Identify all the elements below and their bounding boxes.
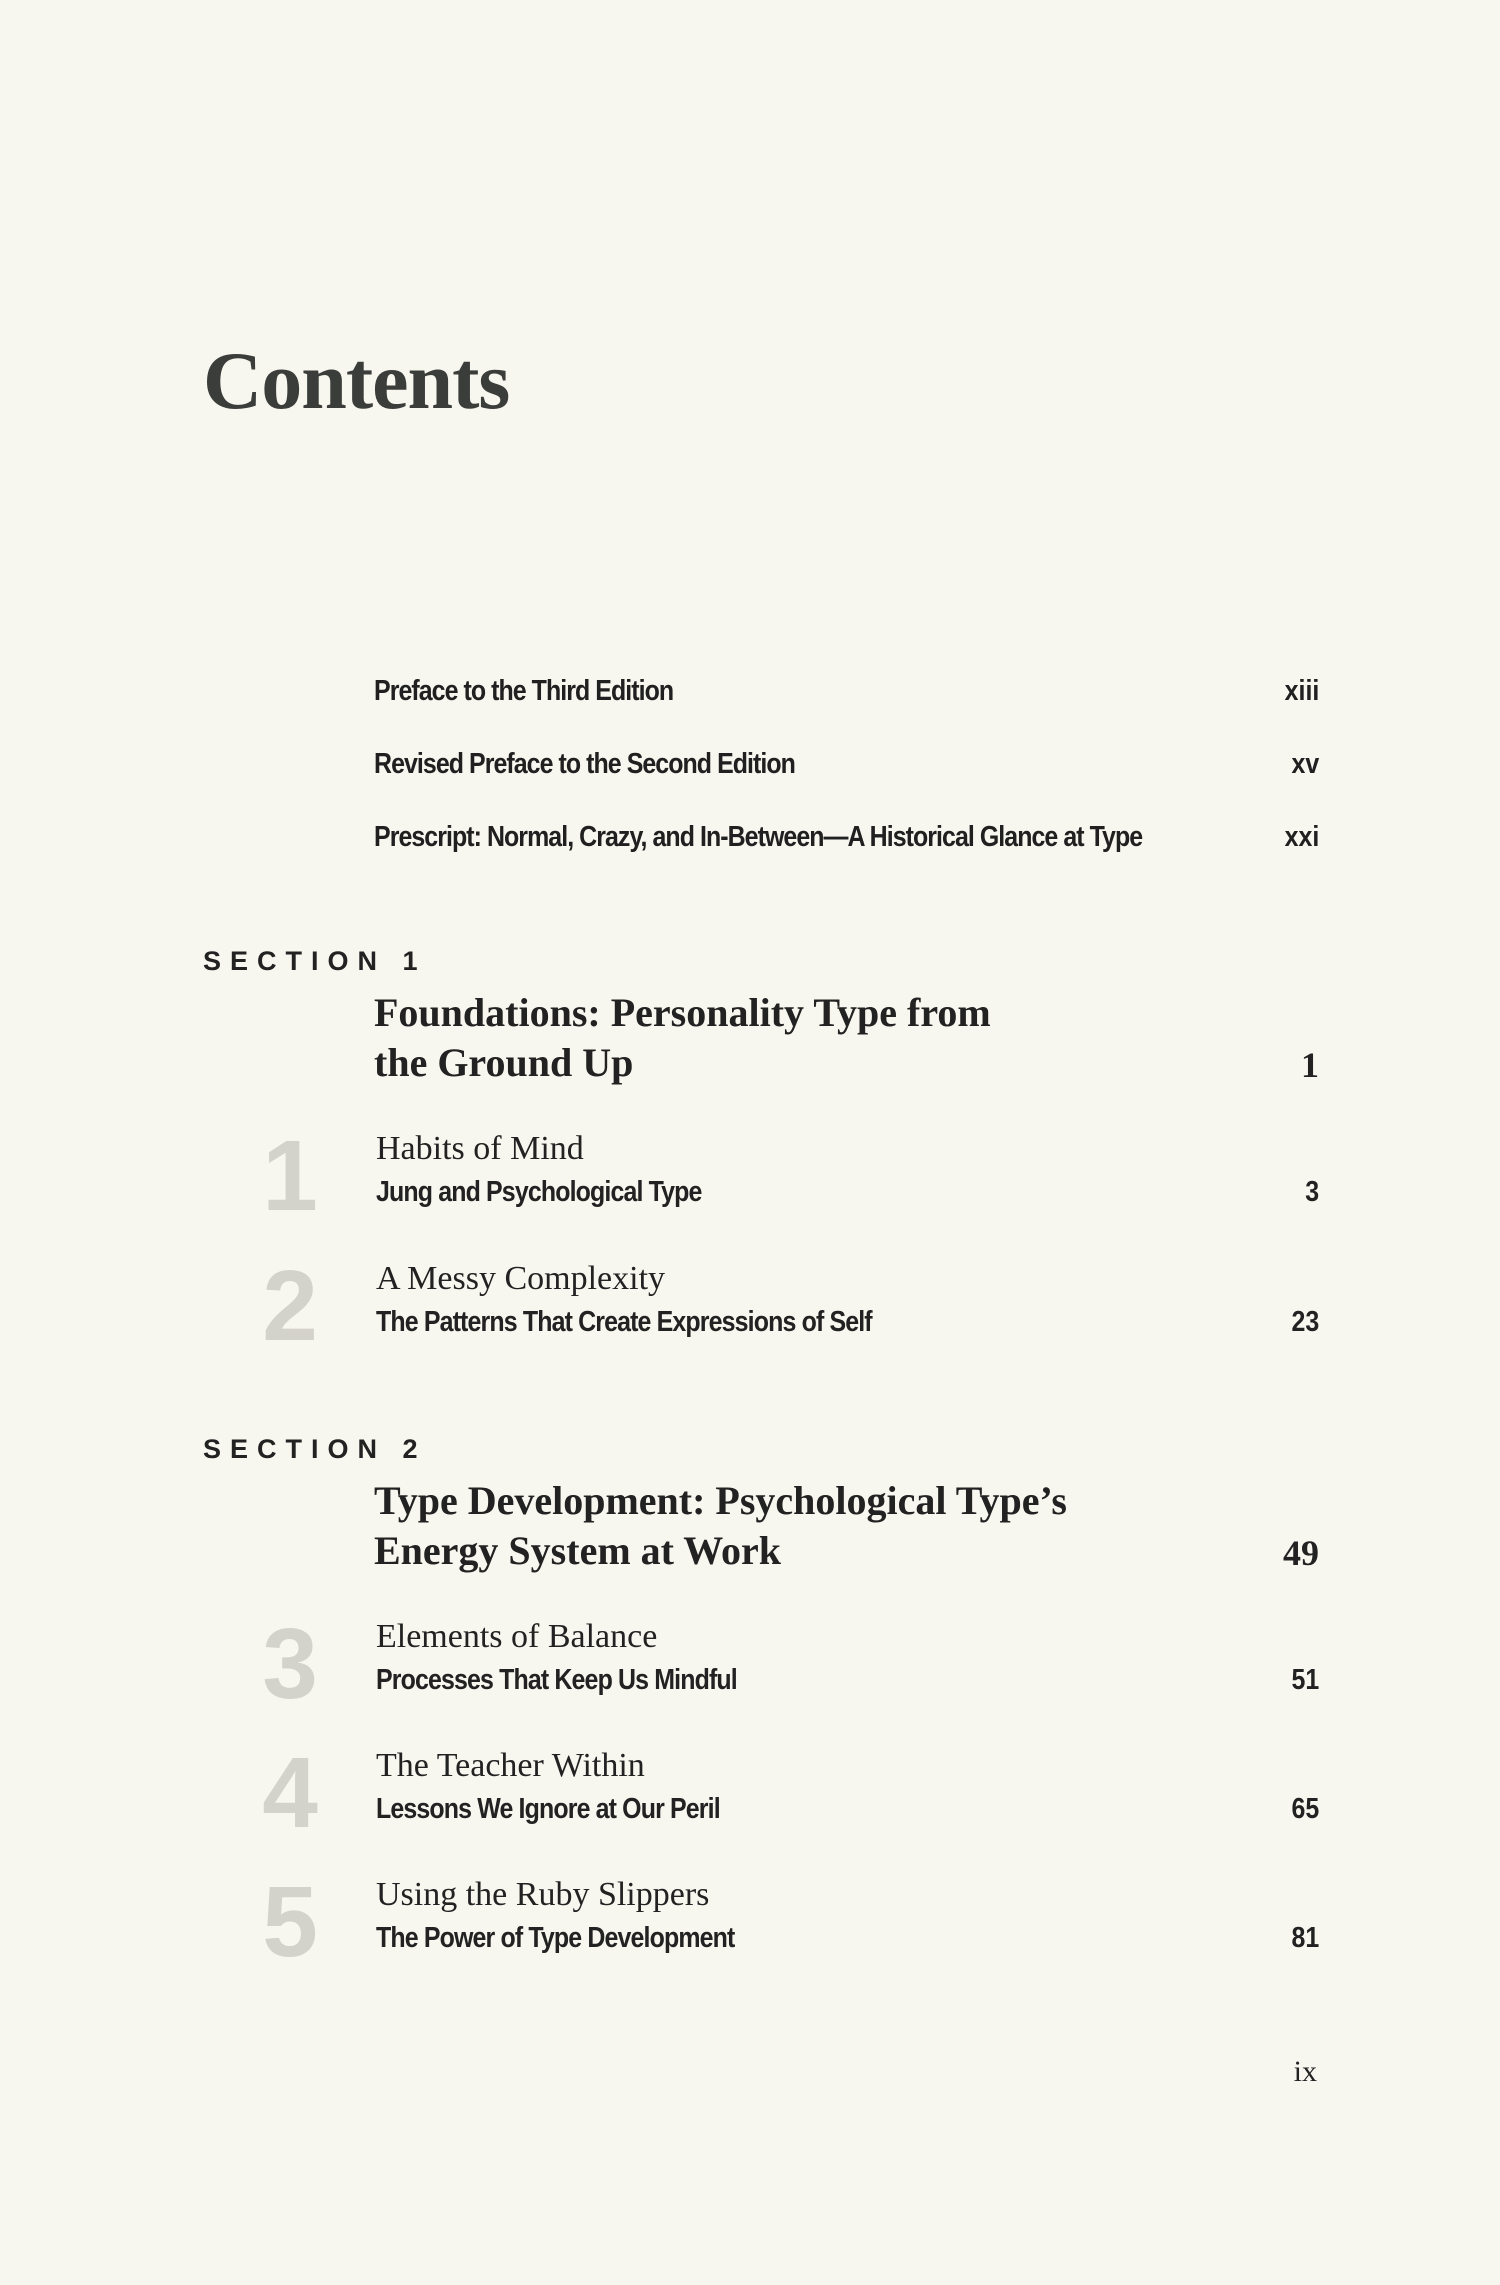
chapter-subtitle: Jung and Psychological Type xyxy=(376,1176,702,1208)
section-title-line: the Ground Up xyxy=(374,1040,634,1085)
page-title: Contents xyxy=(203,335,510,426)
chapter-number: 2 xyxy=(262,1250,318,1362)
toc-entry-page: xv xyxy=(1291,748,1319,780)
toc-entry-title: Prescript: Normal, Crazy, and In-Between—A Historical Glance at Type xyxy=(374,821,1143,853)
chapter-title[interactable]: Using the Ruby Slippers xyxy=(376,1876,710,1913)
section-title[interactable] xyxy=(374,988,1074,1088)
chapter-subtitle: The Patterns That Create Expressions of Self xyxy=(376,1306,872,1338)
chapter-page-number: 51 xyxy=(1291,1664,1319,1696)
chapter-title[interactable]: Elements of Balance xyxy=(376,1618,658,1655)
chapter-page-number: 23 xyxy=(1291,1306,1319,1338)
section-title-line: Type Development: Psychological Type’s xyxy=(374,1478,1067,1523)
chapter-number: 3 xyxy=(262,1608,318,1720)
section-page-number: 1 xyxy=(1301,1045,1319,1085)
section-title[interactable] xyxy=(374,1476,1074,1576)
toc-entry[interactable] xyxy=(374,748,1319,788)
toc-entry-page: xiii xyxy=(1284,675,1319,707)
chapter-title[interactable]: The Teacher Within xyxy=(376,1747,645,1784)
chapter-number: 5 xyxy=(262,1866,318,1978)
chapter-page-number: 81 xyxy=(1291,1922,1319,1954)
chapter-subtitle: Processes That Keep Us Mindful xyxy=(376,1664,737,1696)
chapter-page-number: 3 xyxy=(1305,1176,1319,1208)
section-title-line: Energy System at Work xyxy=(374,1528,782,1573)
chapter-subtitle: The Power of Type Development xyxy=(376,1922,735,1954)
toc-entry[interactable] xyxy=(374,821,1319,861)
toc-entry-page: xxi xyxy=(1284,821,1319,853)
section-title-line: Foundations: Personality Type from xyxy=(374,990,991,1035)
section-label: SECTION 2 xyxy=(203,1434,427,1464)
chapter-title[interactable]: Habits of Mind xyxy=(376,1130,584,1167)
page-folio: ix xyxy=(1293,2055,1317,2088)
chapter-title[interactable]: A Messy Complexity xyxy=(376,1260,666,1297)
section-page-number: 49 xyxy=(1283,1533,1319,1573)
toc-entry-title: Preface to the Third Edition xyxy=(374,675,674,707)
chapter-subtitle: Lessons We Ignore at Our Peril xyxy=(376,1793,720,1825)
toc-entry[interactable] xyxy=(374,675,1319,715)
toc-entry-title: Revised Preface to the Second Edition xyxy=(374,748,795,780)
chapter-number: 4 xyxy=(262,1737,318,1849)
section-label: SECTION 1 xyxy=(203,946,427,976)
chapter-page-number: 65 xyxy=(1291,1793,1319,1825)
chapter-number: 1 xyxy=(262,1120,318,1232)
